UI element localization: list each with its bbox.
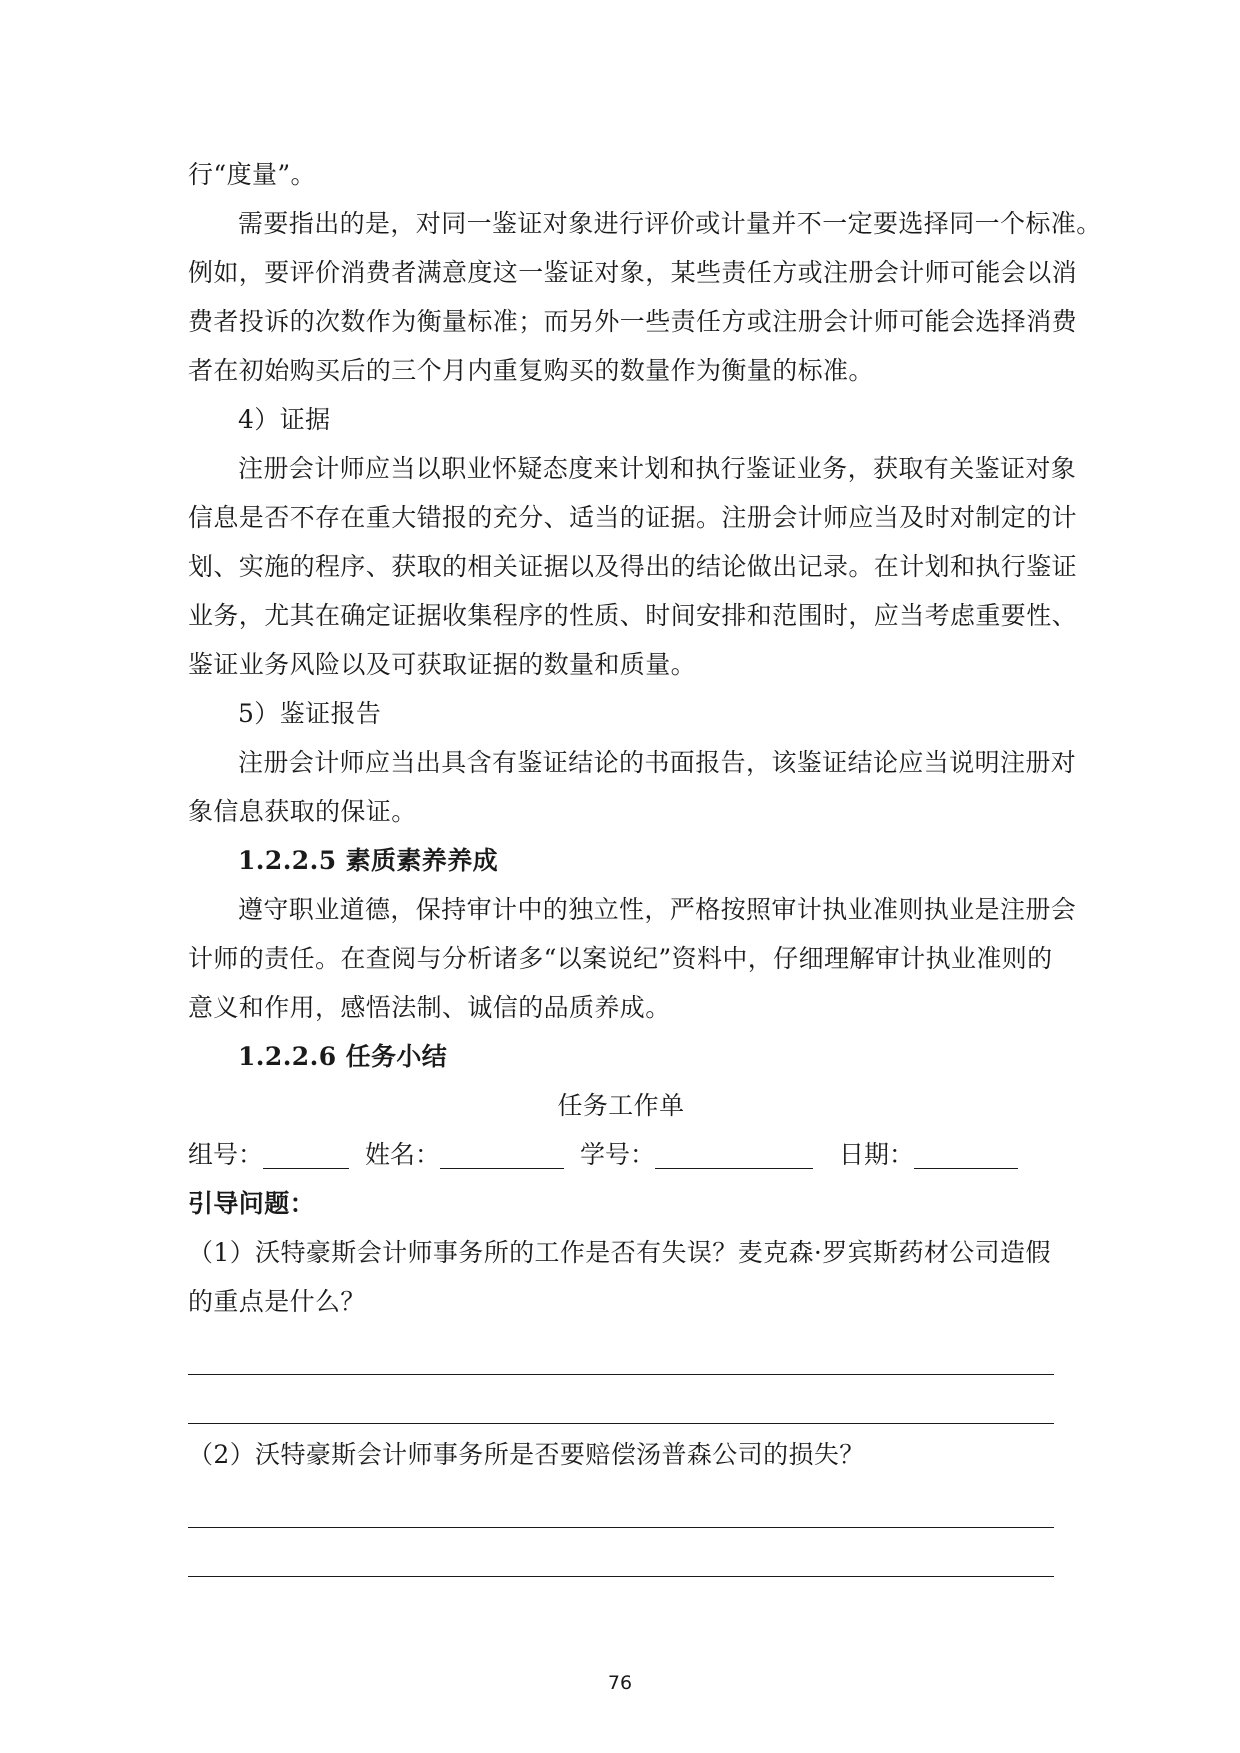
paragraph-line: 象信息获取的保证。 xyxy=(188,797,417,826)
paragraph-line: 需要指出的是，对同一鉴证对象进行评价或计量并不一定要选择同一个标准。 xyxy=(238,209,1102,238)
question-1-line: （1）沃特豪斯会计师事务所的工作是否有失误？麦克森·罗宾斯药材公司造假 xyxy=(188,1238,1051,1267)
paragraph-line: 计师的责任。在查阅与分析诸多“以案说纪”资料中，仔细理解审计执业准则的 xyxy=(188,944,1053,973)
paragraph-line: 划、实施的程序、获取的相关证据以及得出的结论做出记录。在计划和执行鉴证 xyxy=(188,552,1078,581)
question-2: （2）沃特豪斯会计师事务所是否要赔偿汤普森公司的损失？ xyxy=(188,1440,865,1469)
student-id-label: 学号： xyxy=(580,1140,656,1169)
section-heading-1225: 1.2.2.5 素质素养养成 xyxy=(238,846,498,875)
answer-line-q1[interactable] xyxy=(188,1326,1054,1375)
answer-line-q2[interactable] xyxy=(188,1528,1054,1577)
paragraph-line: 意义和作用，感悟法制、诚信的品质养成。 xyxy=(188,993,671,1022)
student-id-field[interactable] xyxy=(655,1140,813,1169)
paragraph-line: 注册会计师应当出具含有鉴证结论的书面报告，该鉴证结论应当说明注册对 xyxy=(238,748,1077,777)
answer-line-q1[interactable] xyxy=(188,1375,1054,1424)
name-label: 姓名： xyxy=(365,1140,441,1169)
worksheet-info-row xyxy=(188,1130,1054,1179)
paragraph-line: 行“度量”。 xyxy=(188,160,316,189)
worksheet-title: 任务工作单 xyxy=(557,1091,685,1120)
date-label: 日期： xyxy=(839,1140,915,1169)
subheading-evidence: 4）证据 xyxy=(238,405,331,434)
date-field[interactable] xyxy=(914,1140,1018,1169)
question-1-line: 的重点是什么？ xyxy=(188,1287,366,1316)
paragraph-line: 费者投诉的次数作为衡量标准；而另外一些责任方或注册会计师可能会选择消费 xyxy=(188,307,1078,336)
subheading-assurance-report: 5）鉴证报告 xyxy=(238,699,382,728)
answer-line-q2[interactable] xyxy=(188,1479,1054,1528)
section-heading-1226: 1.2.2.6 任务小结 xyxy=(238,1042,448,1071)
paragraph-line: 注册会计师应当以职业怀疑态度来计划和执行鉴证业务，获取有关鉴证对象 xyxy=(238,454,1077,483)
paragraph-line: 例如，要评价消费者满意度这一鉴证对象，某些责任方或注册会计师可能会以消 xyxy=(188,258,1078,287)
paragraph-line: 鉴证业务风险以及可获取证据的数量和质量。 xyxy=(188,650,697,679)
paragraph-line: 遵守职业道德，保持审计中的独立性，严格按照审计执业准则执业是注册会 xyxy=(238,895,1077,924)
group-label: 组号： xyxy=(188,1140,264,1169)
paragraph-line: 者在初始购买后的三个月内重复购买的数量作为衡量的标准。 xyxy=(188,356,874,385)
paragraph-line: 业务，尤其在确定证据收集程序的性质、时间安排和范围时，应当考虑重要性、 xyxy=(188,601,1078,630)
guide-questions-heading: 引导问题： xyxy=(188,1189,316,1218)
name-field[interactable] xyxy=(440,1140,564,1169)
page-content xyxy=(188,150,1102,1577)
paragraph-line: 信息是否不存在重大错报的充分、适当的证据。注册会计师应当及时对制定的计 xyxy=(188,503,1078,532)
page-number: 76 xyxy=(607,1672,633,1694)
group-field[interactable] xyxy=(263,1140,349,1169)
